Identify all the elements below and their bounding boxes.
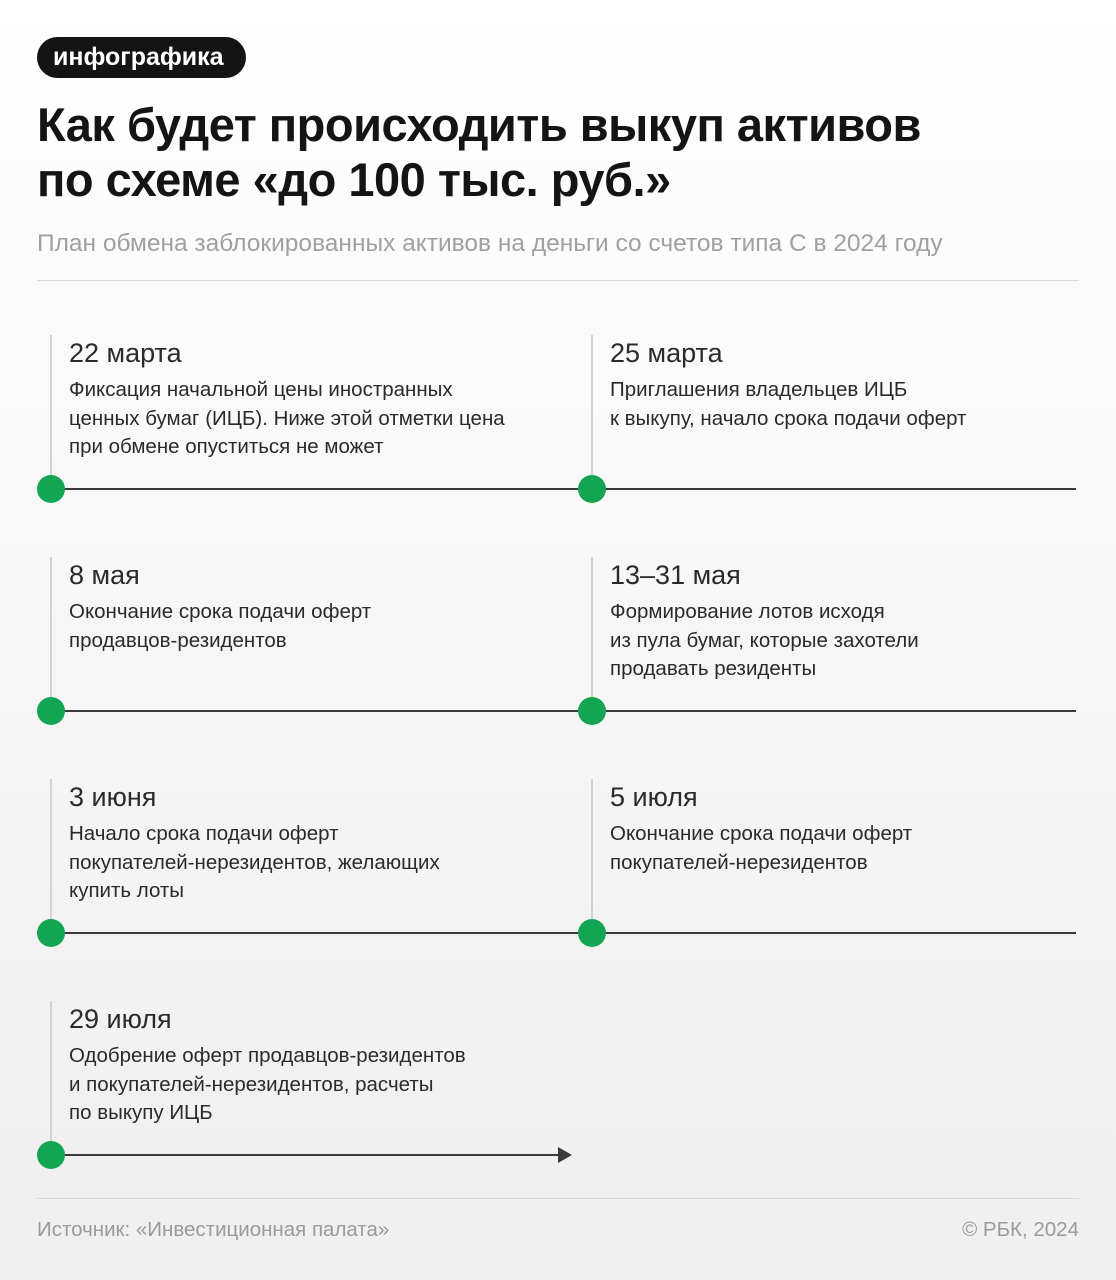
timeline-connector bbox=[50, 335, 52, 489]
event-description-line: Приглашения владельцев ИЦБ bbox=[610, 378, 908, 401]
timeline-axis bbox=[51, 932, 1076, 934]
timeline-dot-icon bbox=[578, 919, 606, 947]
timeline-dot-icon bbox=[578, 697, 606, 725]
event-date: 13–31 мая bbox=[610, 560, 741, 590]
timeline-connector bbox=[591, 557, 593, 711]
event-description-line: ценных бумаг (ИЦБ). Ниже этой отметки цена bbox=[69, 406, 505, 430]
event-description-line: Фиксация начальной цены иностранных bbox=[69, 378, 453, 401]
copyright-note: © РБК, 2024 bbox=[962, 1218, 1079, 1241]
event-date: 29 июля bbox=[69, 1004, 172, 1034]
event-description-line: Окончание срока подачи оферт bbox=[610, 822, 913, 845]
event-description-line: Одобрение оферт продавцов-резидентов bbox=[69, 1044, 466, 1067]
event-description-line: к выкупу, начало срока подачи оферт bbox=[610, 406, 967, 430]
page-subtitle: План обмена заблокированных активов на деньги со счетов типа С в 2024 году bbox=[37, 230, 943, 257]
source-note: Источник: «Инвестиционная палата» bbox=[37, 1218, 390, 1241]
event-description-line: Формирование лотов исходя bbox=[610, 600, 885, 623]
event-date: 25 марта bbox=[610, 338, 723, 368]
event-description-line: купить лоты bbox=[69, 879, 185, 902]
event-description-line: продавать резиденты bbox=[610, 657, 817, 680]
event-description-line: по выкупу ИЦБ bbox=[69, 1101, 213, 1124]
timeline-axis bbox=[51, 710, 1076, 712]
event-description bbox=[610, 598, 1080, 684]
event-description bbox=[69, 598, 539, 655]
timeline-axis bbox=[51, 1154, 558, 1156]
footer-divider bbox=[37, 1198, 1079, 1199]
event-description-line: покупателей-нерезидентов, желающих bbox=[69, 850, 440, 874]
event-description bbox=[69, 820, 539, 906]
event-date: 5 июля bbox=[610, 782, 698, 812]
timeline-connector bbox=[591, 335, 593, 489]
timeline-connector bbox=[50, 1001, 52, 1155]
event-date: 8 мая bbox=[69, 560, 140, 590]
timeline-dot-icon bbox=[37, 697, 65, 725]
title-line: Как будет происходить выкуп активов bbox=[37, 98, 921, 151]
event-description-line: Начало срока подачи оферт bbox=[69, 822, 339, 845]
title-line: по схеме «до 100 тыс. руб.» bbox=[37, 153, 671, 206]
event-description-line: при обмене опуститься не может bbox=[69, 435, 384, 458]
event-description-line: из пула бумаг, которые захотели bbox=[610, 628, 919, 652]
event-description-line: и покупателей-нерезидентов, расчеты bbox=[69, 1072, 434, 1096]
timeline-axis bbox=[51, 488, 1076, 490]
event-date: 22 марта bbox=[69, 338, 182, 368]
timeline-dot-icon bbox=[37, 475, 65, 503]
event-description bbox=[69, 376, 539, 462]
event-description-line: Окончание срока подачи оферт bbox=[69, 600, 372, 623]
event-description-line: покупателей-нерезидентов bbox=[610, 850, 868, 874]
timeline-connector bbox=[591, 779, 593, 933]
timeline-dot-icon bbox=[37, 1141, 65, 1169]
timeline-connector bbox=[50, 779, 52, 933]
header-divider bbox=[37, 280, 1079, 281]
event-description bbox=[69, 1042, 539, 1128]
event-description bbox=[610, 820, 1080, 877]
timeline-dot-icon bbox=[37, 919, 65, 947]
arrow-head-icon bbox=[558, 1147, 572, 1163]
timeline-connector bbox=[50, 557, 52, 711]
event-date: 3 июня bbox=[69, 782, 157, 812]
event-description bbox=[610, 376, 1080, 433]
timeline-dot-icon bbox=[578, 475, 606, 503]
page-title bbox=[37, 97, 1087, 207]
infographic-badge: инфографика bbox=[37, 37, 246, 78]
event-description-line: продавцов-резидентов bbox=[69, 628, 287, 652]
